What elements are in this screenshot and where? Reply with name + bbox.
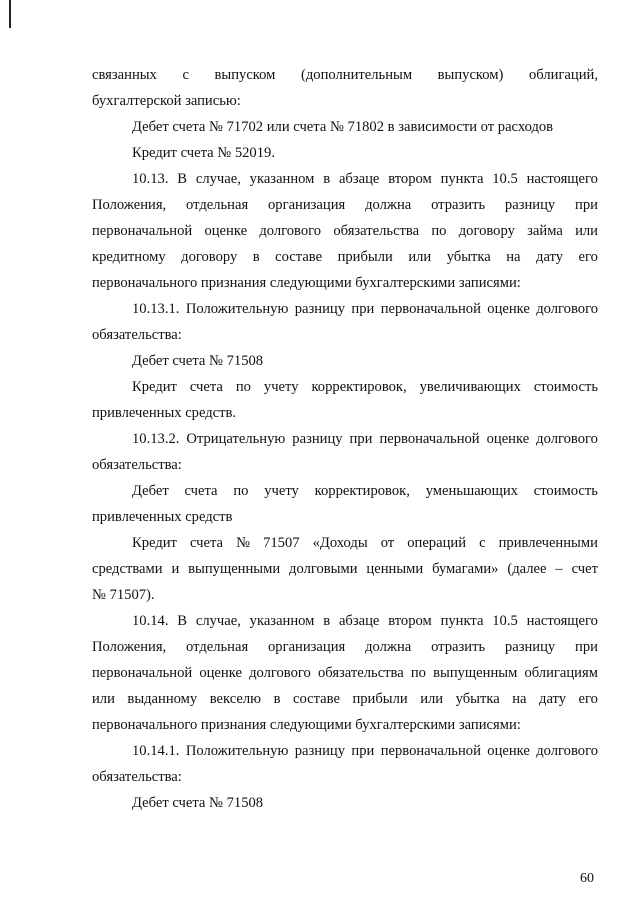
- word: 10.13.1.: [132, 301, 180, 317]
- scan-edge-mark: [9, 0, 11, 28]
- word: долговыми: [289, 561, 358, 577]
- word: 10.5: [492, 171, 518, 187]
- word: пункта: [440, 613, 484, 629]
- word: 10.5: [492, 613, 518, 629]
- word: связанных: [92, 67, 157, 83]
- word: займа: [527, 223, 563, 239]
- word: В: [177, 613, 188, 629]
- word: при: [351, 301, 375, 317]
- word: 10.13.: [132, 171, 169, 187]
- word: организация: [267, 639, 346, 655]
- text-line: [92, 244, 598, 270]
- word: при: [351, 743, 375, 759]
- word: оценке: [487, 743, 530, 759]
- word: разницу: [504, 639, 556, 655]
- word: долгового: [536, 431, 598, 447]
- word: счет: [571, 561, 598, 577]
- word: 10.14.: [132, 613, 169, 629]
- word: отдельная: [186, 639, 249, 655]
- word: или: [92, 691, 115, 707]
- word: на: [506, 249, 521, 265]
- word: облигаций,: [529, 67, 598, 83]
- text-line: обязательства:: [92, 327, 182, 343]
- word: должна: [365, 197, 412, 213]
- word: долгового: [536, 743, 598, 759]
- text-line: [92, 192, 598, 218]
- word: дату: [536, 249, 564, 265]
- page-number: 60: [580, 871, 594, 886]
- word: облигациям: [524, 665, 598, 681]
- word: средствами: [92, 561, 163, 577]
- text-line: [92, 608, 598, 634]
- text-line: [92, 374, 598, 400]
- word: выпуском): [437, 67, 504, 83]
- word: разницу: [504, 197, 556, 213]
- word: Кредит: [132, 379, 177, 395]
- word: при: [575, 639, 598, 655]
- text-line: [92, 738, 598, 764]
- word: Положения,: [92, 197, 167, 213]
- text-line: Дебет счета № 71702 или счета № 71802 в зависимости от расходов: [132, 119, 554, 135]
- text-line: первоначального признания следующими бухгалтерскими записями:: [92, 717, 521, 733]
- word: дату: [539, 691, 567, 707]
- word: договору: [458, 223, 515, 239]
- word: увеличивающих: [419, 379, 521, 395]
- word: стоимость: [533, 483, 598, 499]
- word: прибыли: [337, 249, 393, 265]
- word: с: [182, 67, 189, 83]
- word: первоначальной: [92, 665, 193, 681]
- word: при: [349, 431, 373, 447]
- word: с: [479, 535, 486, 551]
- word: Положительную: [185, 301, 289, 317]
- word: привлеченными: [498, 535, 598, 551]
- word: учету: [263, 379, 299, 395]
- word: №: [236, 535, 251, 551]
- word: убытка: [446, 249, 491, 265]
- word: по: [233, 483, 249, 499]
- word: уменьшающих: [425, 483, 518, 499]
- word: Кредит: [132, 535, 177, 551]
- word: на: [512, 691, 527, 707]
- word: указанном: [249, 613, 315, 629]
- word: оценке: [199, 665, 242, 681]
- word: его: [578, 691, 598, 707]
- word: убытка: [455, 691, 500, 707]
- word: первоначальной: [380, 301, 481, 317]
- word: корректировок,: [314, 483, 410, 499]
- text-line: [92, 296, 598, 322]
- word: или: [575, 223, 598, 239]
- text-line: первоначального признания следующими бухгалтерскими записями:: [92, 275, 521, 291]
- word: случае,: [195, 613, 241, 629]
- text-line: привлеченных средств: [92, 509, 233, 525]
- word: выпущенным: [433, 665, 518, 681]
- word: счета: [189, 535, 224, 551]
- word: разницу: [292, 431, 343, 447]
- word: по: [410, 665, 426, 681]
- word: отразить: [431, 197, 486, 213]
- word: составе: [292, 691, 340, 707]
- text-line: [92, 556, 598, 582]
- word: долгового: [536, 301, 598, 317]
- word: оценке: [486, 431, 530, 447]
- text-line: [92, 218, 598, 244]
- word: выпущенными: [188, 561, 281, 577]
- word: (дополнительным: [301, 67, 413, 83]
- document-page: [92, 62, 598, 816]
- word: или: [408, 249, 432, 265]
- word: счета: [189, 379, 223, 395]
- word: кредитному: [92, 249, 166, 265]
- word: пункта: [440, 171, 484, 187]
- word: ценными: [366, 561, 424, 577]
- word: долгового: [249, 665, 311, 681]
- text-line: [92, 478, 598, 504]
- text-line: бухгалтерской записью:: [92, 93, 241, 109]
- word: по: [431, 223, 447, 239]
- word: отдельная: [186, 197, 249, 213]
- text-line: [92, 62, 598, 88]
- word: Отрицательную: [186, 431, 286, 447]
- word: бумагами»: [432, 561, 499, 577]
- word: втором: [388, 171, 432, 187]
- text-line: [92, 166, 598, 192]
- text-line: [92, 686, 598, 712]
- word: Дебет: [132, 483, 169, 499]
- word: выпуском: [214, 67, 276, 83]
- word: составе: [275, 249, 323, 265]
- text-line: [92, 634, 598, 660]
- text-line: обязательства:: [92, 769, 182, 785]
- word: его: [578, 249, 598, 265]
- word: –: [555, 561, 563, 577]
- text-line: привлеченных средств.: [92, 405, 237, 421]
- word: оценке: [487, 301, 530, 317]
- word: настоящего: [526, 171, 598, 187]
- word: первоначальной: [92, 223, 193, 239]
- text-line: обязательства:: [92, 457, 182, 473]
- text-line: Дебет счета № 71508: [132, 795, 264, 811]
- word: операций: [407, 535, 467, 551]
- word: в: [323, 613, 331, 629]
- word: от: [380, 535, 395, 551]
- text-line: [92, 660, 598, 686]
- word: указанном: [249, 171, 315, 187]
- word: «Доходы: [312, 535, 368, 551]
- word: в: [323, 171, 331, 187]
- word: разницу: [294, 301, 346, 317]
- word: абзаце: [338, 171, 380, 187]
- word: в: [273, 691, 281, 707]
- word: втором: [388, 613, 432, 629]
- word: счета: [184, 483, 218, 499]
- word: векселю: [209, 691, 262, 707]
- word: первоначальной: [380, 743, 481, 759]
- word: по: [235, 379, 251, 395]
- text-line: Дебет счета № 71508: [132, 353, 264, 369]
- word: обязательства: [317, 665, 404, 681]
- word: при: [575, 197, 598, 213]
- word: корректировок,: [311, 379, 407, 395]
- word: Положения,: [92, 639, 167, 655]
- word: оценке: [204, 223, 248, 239]
- word: настоящего: [526, 613, 598, 629]
- word: учету: [264, 483, 299, 499]
- word: прибыли: [352, 691, 408, 707]
- word: стоимость: [533, 379, 598, 395]
- word: договору: [181, 249, 238, 265]
- word: выданному: [127, 691, 198, 707]
- word: В: [177, 171, 188, 187]
- word: абзаце: [338, 613, 380, 629]
- word: 71507: [263, 535, 300, 551]
- word: или: [420, 691, 444, 707]
- word: первоначальной: [379, 431, 480, 447]
- text-line: Кредит счета № 52019.: [132, 145, 275, 161]
- text-line: [92, 426, 598, 452]
- word: организация: [267, 197, 346, 213]
- text-line: № 71507).: [92, 587, 155, 603]
- word: должна: [365, 639, 412, 655]
- word: 10.14.1.: [132, 743, 180, 759]
- word: случае,: [195, 171, 241, 187]
- word: долгового: [259, 223, 322, 239]
- word: в: [252, 249, 260, 265]
- word: (далее: [507, 561, 547, 577]
- word: разницу: [294, 743, 346, 759]
- text-line: [92, 530, 598, 556]
- word: обязательства: [333, 223, 420, 239]
- word: Положительную: [185, 743, 289, 759]
- word: и: [171, 561, 180, 577]
- word: отразить: [431, 639, 486, 655]
- word: 10.13.2.: [132, 431, 180, 447]
